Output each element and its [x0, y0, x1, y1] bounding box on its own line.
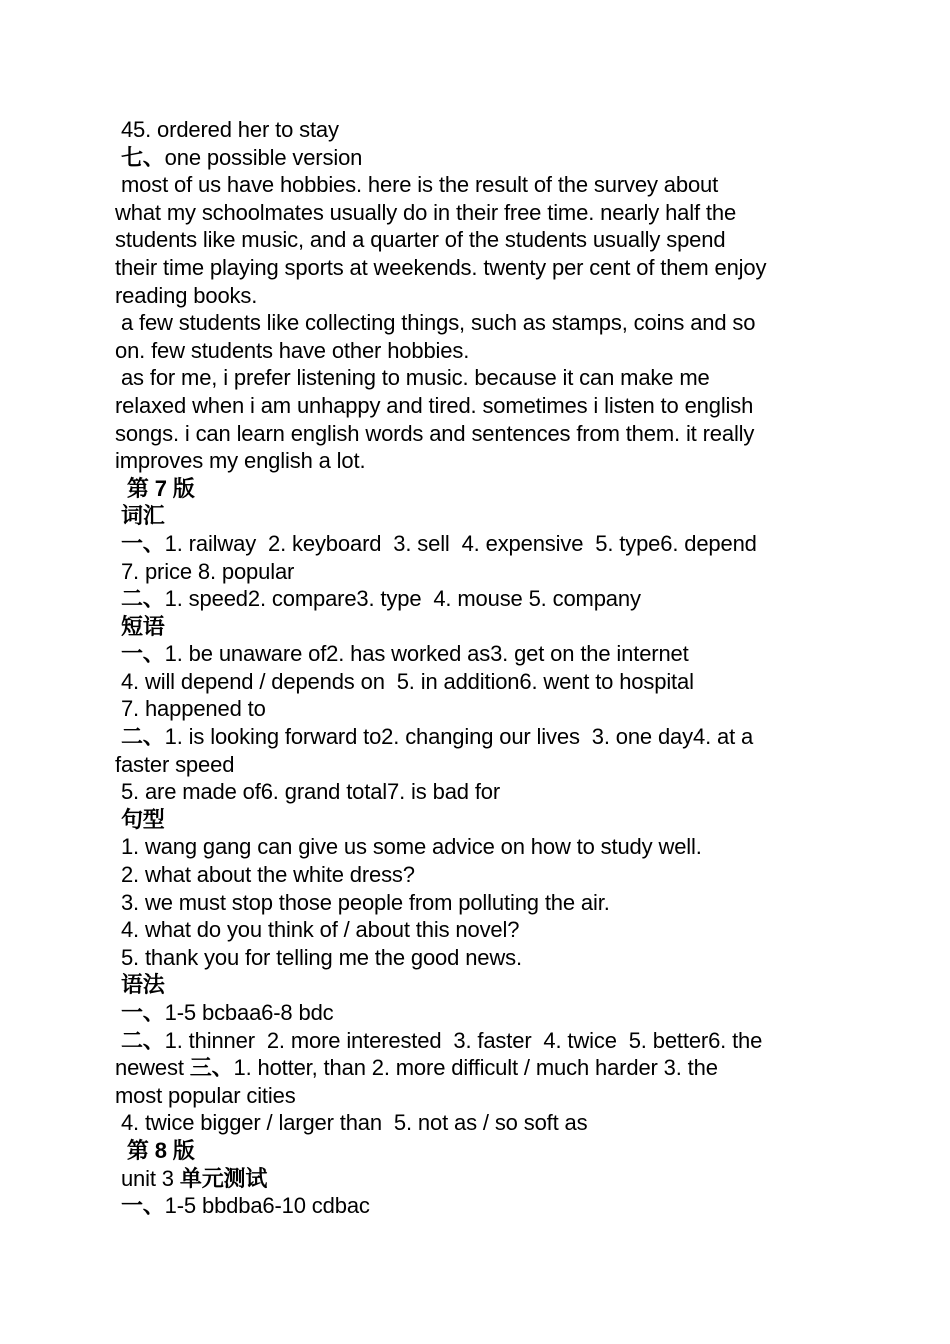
answer-line: 4. what do you think of / about this novel? [115, 917, 520, 943]
section-number: 一、 [115, 1193, 165, 1219]
answer-line: 2. what about the white dress? [115, 862, 415, 888]
answer-line: 5. thank you for telling me the good news. [115, 944, 522, 970]
section-number: 二、 [115, 586, 165, 612]
text-line: what my schoolmates usually do in their free time. nearly half the [115, 199, 737, 225]
section-heading: unit 3 单元测试 [115, 1165, 268, 1191]
text-line: students like music, and a quarter of the students usually spend [115, 227, 726, 253]
answer-line: 7. price 8. popular [115, 558, 295, 584]
answer-line: 一、1. railway 2. keyboard 3. sell 4. expensive 5. type6. depend [115, 530, 757, 556]
answer-line: 5. are made of6. grand total7. is bad for [115, 779, 501, 805]
section-heading: 词汇 [115, 503, 165, 529]
section-number: 一、 [115, 641, 165, 667]
section-number: 二、 [115, 1027, 165, 1053]
text-line: their time playing sports at weekends. twenty per cent of them enjoy [115, 254, 767, 280]
answer-line: 二、1. is looking forward to2. changing our lives 3. one day4. at a [115, 724, 754, 750]
document-page [115, 116, 840, 1220]
text-line: relaxed when i am unhappy and tired. sometimes i listen to english [115, 392, 754, 418]
text-line: songs. i can learn english words and sentences from them. it really [115, 420, 755, 446]
section-number: 一、 [115, 530, 165, 556]
page-heading: 第 8 版 [115, 1137, 195, 1163]
text-line: a few students like collecting things, such as stamps, coins and so [115, 310, 756, 336]
section-number: 七、 [115, 144, 165, 170]
section-number: 一、 [115, 1000, 165, 1025]
section-heading: 短语 [115, 613, 165, 639]
text-line: improves my english a lot. [115, 448, 366, 474]
answer-line: 一、1-5 bbdba6-10 cdbac [115, 1193, 370, 1219]
answer-line: 二、1. thinner 2. more interested 3. faster 4. twice 5. better6. the [115, 1027, 763, 1053]
answer-line: 一、1-5 bcbaa6-8 bdc [115, 1000, 334, 1025]
answer-line: most popular cities [115, 1082, 296, 1108]
page-heading: 第 7 版 [115, 475, 195, 501]
text-line: 45. ordered her to stay [115, 117, 339, 142]
text-line: on. few students have other hobbies. [115, 337, 470, 363]
section-number: 二、 [115, 724, 165, 750]
answer-line: 4. will depend / depends on 5. in addition6. went to hospital [115, 668, 694, 694]
text-line: as for me, i prefer listening to music. because it can make me [115, 365, 710, 391]
answer-line: 7. happened to [115, 696, 266, 722]
text-line: reading books. [115, 282, 258, 308]
answer-line: 二、1. speed2. compare3. type 4. mouse 5. company [115, 586, 641, 612]
answer-line: faster speed [115, 751, 235, 777]
section-number: 三、 [189, 1055, 234, 1081]
section-heading: 语法 [115, 972, 165, 998]
answer-line: newest 三、1. hotter, than 2. more difficult / much harder 3. the [115, 1055, 718, 1081]
answer-line: 3. we must stop those people from polluting the air. [115, 889, 610, 915]
text-line: most of us have hobbies. here is the result of the survey about [115, 172, 719, 198]
section-heading: 七、one possible version [115, 144, 363, 170]
answer-line: 一、1. be unaware of2. has worked as3. get on the internet [115, 641, 689, 667]
answer-line: 1. wang gang can give us some advice on how to study well. [115, 834, 702, 860]
answer-line: 4. twice bigger / larger than 5. not as / so soft as [115, 1110, 588, 1136]
section-heading: 句型 [115, 806, 165, 832]
